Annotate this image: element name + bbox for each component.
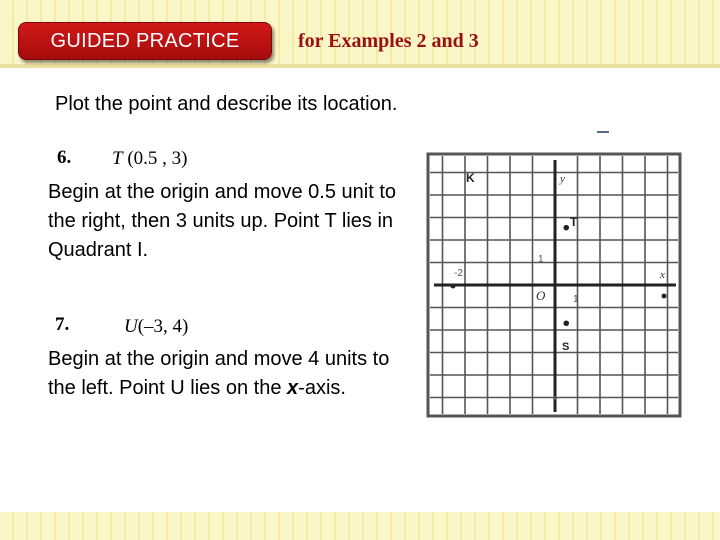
problem-7-point (124, 316, 188, 338)
point-label-s: S (562, 341, 570, 353)
problem-6-point (112, 148, 187, 170)
plotted-point-t (563, 225, 569, 231)
problem-7-point-name: U (124, 316, 138, 337)
problem-6-point-name: T (112, 148, 123, 169)
examples-subtitle: for Examples 2 and 3 (298, 30, 479, 52)
badge-label: GUIDED PRACTICE (50, 30, 240, 52)
point-lower-y-axis (553, 396, 557, 400)
x-tick-neg2-label: -2 (454, 268, 463, 279)
problem-7-answer (48, 345, 408, 403)
stray-dash-mark (597, 131, 609, 133)
instruction-text: Plot the point and describe its location. (55, 93, 398, 115)
problem-7-answer-var: x (287, 377, 299, 399)
problem-7-answer-text: Begin at the origin and move 4 units to the left. Point U lies on the (48, 348, 390, 399)
origin-label: O (536, 288, 546, 303)
problem-7-number: 7. (55, 314, 70, 335)
point-label-t: T (570, 215, 578, 229)
problem-7-coords: (–3, 4) (137, 316, 189, 337)
coordinate-grid (426, 152, 682, 418)
point-left-x-axis (451, 284, 456, 289)
guided-practice-badge (18, 22, 272, 60)
point-label-k: K (466, 171, 475, 185)
y-tick-1-label: 1 (538, 254, 544, 265)
problem-6-answer: Begin at the origin and move 0.5 unit to the right, then 3 units up. Point T lies in Quadrant I. (48, 181, 397, 261)
y-axis-label: y (560, 173, 565, 185)
problem-6-number: 6. (57, 147, 72, 168)
footer-band (0, 512, 720, 540)
x-axis-label: x (660, 269, 665, 281)
problem-7-answer-suffix: -axis. (298, 377, 346, 399)
problem-6-coords: (0.5 , 3) (127, 148, 188, 169)
x-tick-1-label: 1 (573, 294, 579, 305)
plotted-point-s (563, 320, 569, 326)
point-right-x-axis (662, 294, 667, 299)
